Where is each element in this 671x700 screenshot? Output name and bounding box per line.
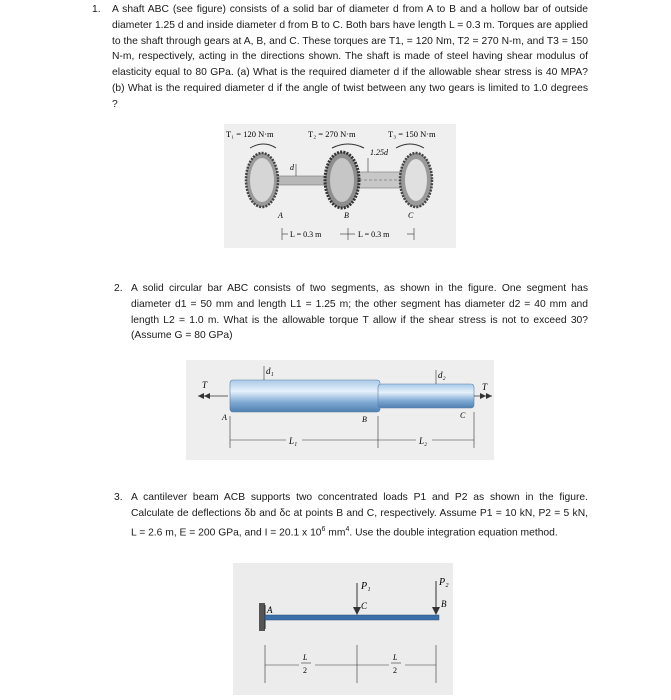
problem-2: [114, 281, 588, 344]
problem-2-text: A solid circular bar ABC consists of two segments, as shown in the figure. One segment has diameter d1 = 50 mm and length L1 = 1.25 m; the other segment has diameter d2 = 40 mm and length L2 = 1.0 m. What is the allowable torque T allow if the shear stress is not to exceed 30? (Assume G = 80 GPa): [131, 283, 588, 342]
fig1-gear-b: [325, 152, 359, 208]
fig1-torque1-arrow: [250, 144, 276, 148]
fig1-torque2-label: T₂ = 270 N·m: [308, 129, 356, 139]
fig2-d1-label: d₁: [266, 366, 274, 376]
fig1-torque3-arrow: [396, 144, 424, 148]
fig3-half-left-num: L: [303, 653, 308, 662]
fig1-point-b: B: [344, 211, 349, 220]
fig1-point-a: A: [278, 211, 283, 220]
fig2-point-b: B: [362, 415, 367, 424]
fig3-point-c: C: [361, 601, 368, 611]
fig3-beam: [265, 615, 439, 620]
fig3-point-a: A: [267, 605, 273, 615]
problem-2-number: 2.: [114, 283, 123, 294]
fig2-segment-2: [378, 384, 474, 408]
fig1-length-2: L = 0.3 m: [358, 230, 390, 239]
fig3-fixed-support: [259, 603, 265, 631]
fig3-point-b: B: [441, 599, 447, 609]
figure-1-shaft-gears: [224, 124, 456, 248]
figure-3-cantilever-beam: [233, 563, 453, 695]
fig2-segment-1: [230, 380, 380, 412]
fig3-load-p1-label: P₁: [361, 581, 371, 592]
problem-1-text: A shaft ABC (see figure) consists of a solid bar of diameter d from A to B and a hollow bar of outside diameter 1.25 d and inside diameter d from B to C. Both bars have length L = 0.3 m. Torques are applied to the shaft through gears at A, B, and C. These torques are T1, = 120 Nm, T2 = 270 N-m, and T3 = 150 N-m, respectively, acting in the directions shown. The shaft is made of steel having shear modulus of elasticity equal to 80 GPa. (a) What is the required diameter d if the allowable shear stress is 40 MPA? (b) What is the required diameter d if the angle of twist between any two gears is limited to 1.0 degrees ?: [112, 4, 588, 110]
problem-1-number: 1.: [92, 4, 101, 15]
fig1-torque2-arrow: [332, 144, 364, 148]
figure-2-stepped-bar: [186, 360, 494, 460]
problem-3-number: 3.: [114, 492, 123, 503]
fig3-load-p2-label: P₂: [439, 577, 449, 588]
fig1-length-1: L = 0.3 m: [290, 230, 322, 239]
fig1-torque3-label: T₃ = 150 N·m: [388, 129, 436, 139]
problem-3-exponent: 6: [321, 525, 326, 533]
fig2-point-a: A: [222, 413, 227, 422]
fig1-gear-a: [246, 153, 278, 207]
fig2-l1-label: L₁: [289, 436, 298, 446]
fig1-point-c: C: [408, 211, 414, 220]
fig3-half-right-num: L: [393, 653, 398, 662]
problem-3: [114, 490, 588, 541]
fig3-half-left-den: 2: [303, 666, 307, 675]
fig1-dim-outer: 1.25d: [370, 148, 388, 157]
fig1-dim-inner: d: [290, 163, 294, 172]
fig2-torque-right: T: [482, 382, 488, 392]
fig2-l2-label: L₂: [419, 436, 428, 446]
fig1-torque1-label: T₁ = 120 N·m: [226, 129, 274, 139]
fig3-half-right-den: 2: [393, 666, 397, 675]
problem-3-text-part1: A cantilever beam ACB supports two concentrated loads P1 and P2 as shown in the figure. Calculate de deflections δb and δc at points B and C, respectively. Assume P1 = 10 kN, P2 = 5 kN, L = 2.6 m, E = 200 GPa, and I = 20.1 x 10: [131, 492, 588, 539]
problem-1: [92, 2, 588, 113]
problem-3-text-part3: . Use the double integration equation method.: [349, 527, 558, 539]
problem-3-exponent2: 4: [345, 525, 350, 533]
fig1-gear-c: [400, 153, 432, 207]
problem-3-text-part2: mm: [325, 527, 346, 539]
fig2-torque-left: T: [202, 380, 208, 390]
fig2-d2-label: d₂: [438, 370, 446, 380]
fig2-point-c: C: [460, 411, 466, 420]
